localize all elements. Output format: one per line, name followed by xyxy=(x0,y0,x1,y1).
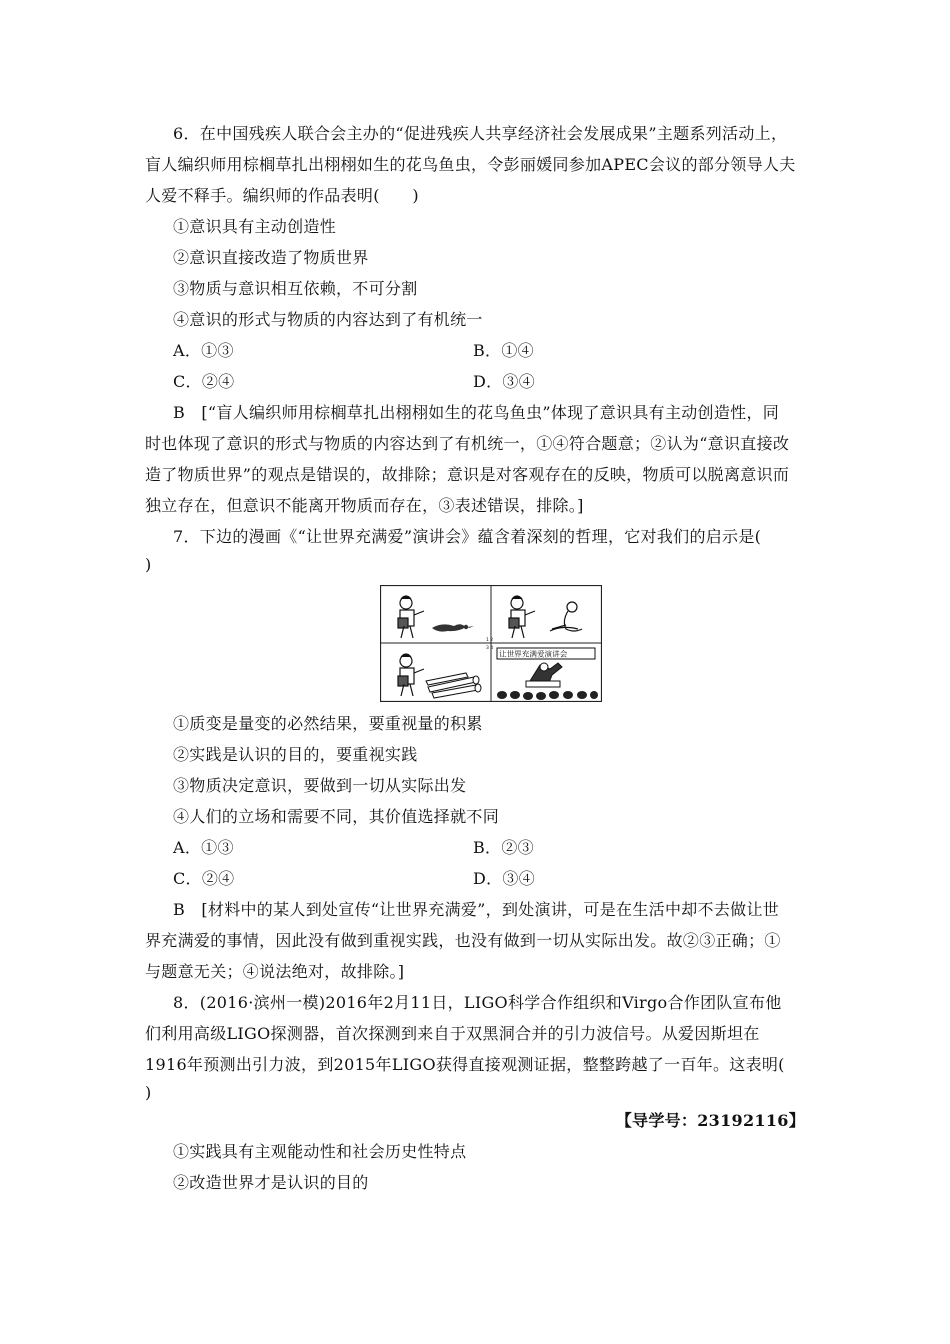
cartoon-figure xyxy=(380,585,602,702)
q7-option-1: ①质变是量变的必然结果，要重视量的积累 xyxy=(173,714,483,733)
q6-answer-line-2: 时也体现了意识的形式与物质的内容达到了有机统一，①④符合题意；②认为“意识直接改 xyxy=(145,434,790,453)
q7-answer-line-2: 界充满爱的事情，因此没有做到重视实践，也没有做到一切从实际出发。故②③正确；① xyxy=(145,931,781,950)
q6-option-3: ③物质与意识相互依赖，不可分割 xyxy=(173,279,418,298)
panel-number-1-2: 1 2 xyxy=(486,638,494,643)
q6-option-1: ①意识具有主动创造性 xyxy=(173,217,337,236)
q7-option-4: ④人们的立场和需要不同，其价值选择就不同 xyxy=(173,807,500,826)
q6-answer-line-3: 造了物质世界”的观点是错误的，故排除；意识是对客观存在的反映，物质可以脱离意识而 xyxy=(145,465,790,484)
q6-choice-c: C．②④ xyxy=(173,372,235,391)
q7-choice-d: D．③④ xyxy=(473,869,536,888)
q6-answer-line-1: B [“盲人编织师用棕榈草扎出栩栩如生的花鸟鱼虫”体现了意识具有主动创造性，同 xyxy=(173,403,780,422)
q6-choice-d: D．③④ xyxy=(473,372,536,391)
q7-stem-line-1: 7．下边的漫画《“让世界充满爱”演讲会》蕴含着深刻的哲理，它对我们的启示是( xyxy=(173,527,762,546)
q6-stem-line-2: 盲人编织师用棕榈草扎出栩栩如生的花鸟鱼虫，令彭丽媛同参加APEC会议的部分领导人夫 xyxy=(145,155,796,174)
q7-choice-c: C．②④ xyxy=(173,869,235,888)
q6-choice-b: B．①④ xyxy=(473,341,534,360)
q8-stem-line-1: 8．(2016·滨州一模)2016年2月11日，LIGO科学合作组织和Virgo合作团队宣布他 xyxy=(173,993,782,1012)
q8-stem-line-2: 们利用高级LIGO探测器，首次探测到来自于双黑洞合并的引力波信号。从爱因斯坦在 xyxy=(145,1024,760,1043)
q7-option-3: ③物质决定意识，要做到一切从实际出发 xyxy=(173,776,467,795)
panel-number-3-4: 3 4 xyxy=(486,646,494,651)
q6-choice-a: A．①③ xyxy=(173,341,234,360)
q8-stem-line-3: 1916年预测出引力波，到2015年LIGO获得直接观测证据，整整跨越了一百年。这表明( xyxy=(145,1055,785,1074)
q8-option-2: ②改造世界才是认识的目的 xyxy=(173,1173,369,1192)
guide-number: 【导学号：23192116】 xyxy=(615,1111,805,1130)
q6-option-4: ④意识的形式与物质的内容达到了有机统一 xyxy=(173,310,483,329)
q6-option-2: ②意识直接改造了物质世界 xyxy=(173,248,369,267)
q7-option-2: ②实践是认识的目的，要重视实践 xyxy=(173,745,418,764)
q7-answer-line-3: 与题意无关；④说法绝对，故排除。] xyxy=(145,962,405,981)
q7-choice-a: A．①③ xyxy=(173,838,234,857)
q7-choice-b: B．②③ xyxy=(473,838,534,857)
q6-stem-line-1: 6．在中国残疾人联合会主办的“促进残疾人共享经济社会发展成果”主题系列活动上， xyxy=(173,124,788,143)
q6-answer-line-4: 独立存在，但意识不能离开物质而存在，③表述错误，排除。] xyxy=(145,496,584,515)
q7-stem-line-2: ) xyxy=(145,555,152,574)
q6-stem-line-3: 人爱不释手。编织师的作品表明( ) xyxy=(145,186,419,205)
panel-4-banner-text: 让世界充满爱演讲会 xyxy=(499,649,568,659)
q8-option-1: ①实践具有主观能动性和社会历史性特点 xyxy=(173,1142,467,1161)
q7-answer-line-1: B [材料中的某人到处宣传“让世界充满爱”，到处演讲，可是在生活中却不去做让世 xyxy=(173,900,780,919)
q8-stem-line-4: ) xyxy=(145,1083,152,1102)
